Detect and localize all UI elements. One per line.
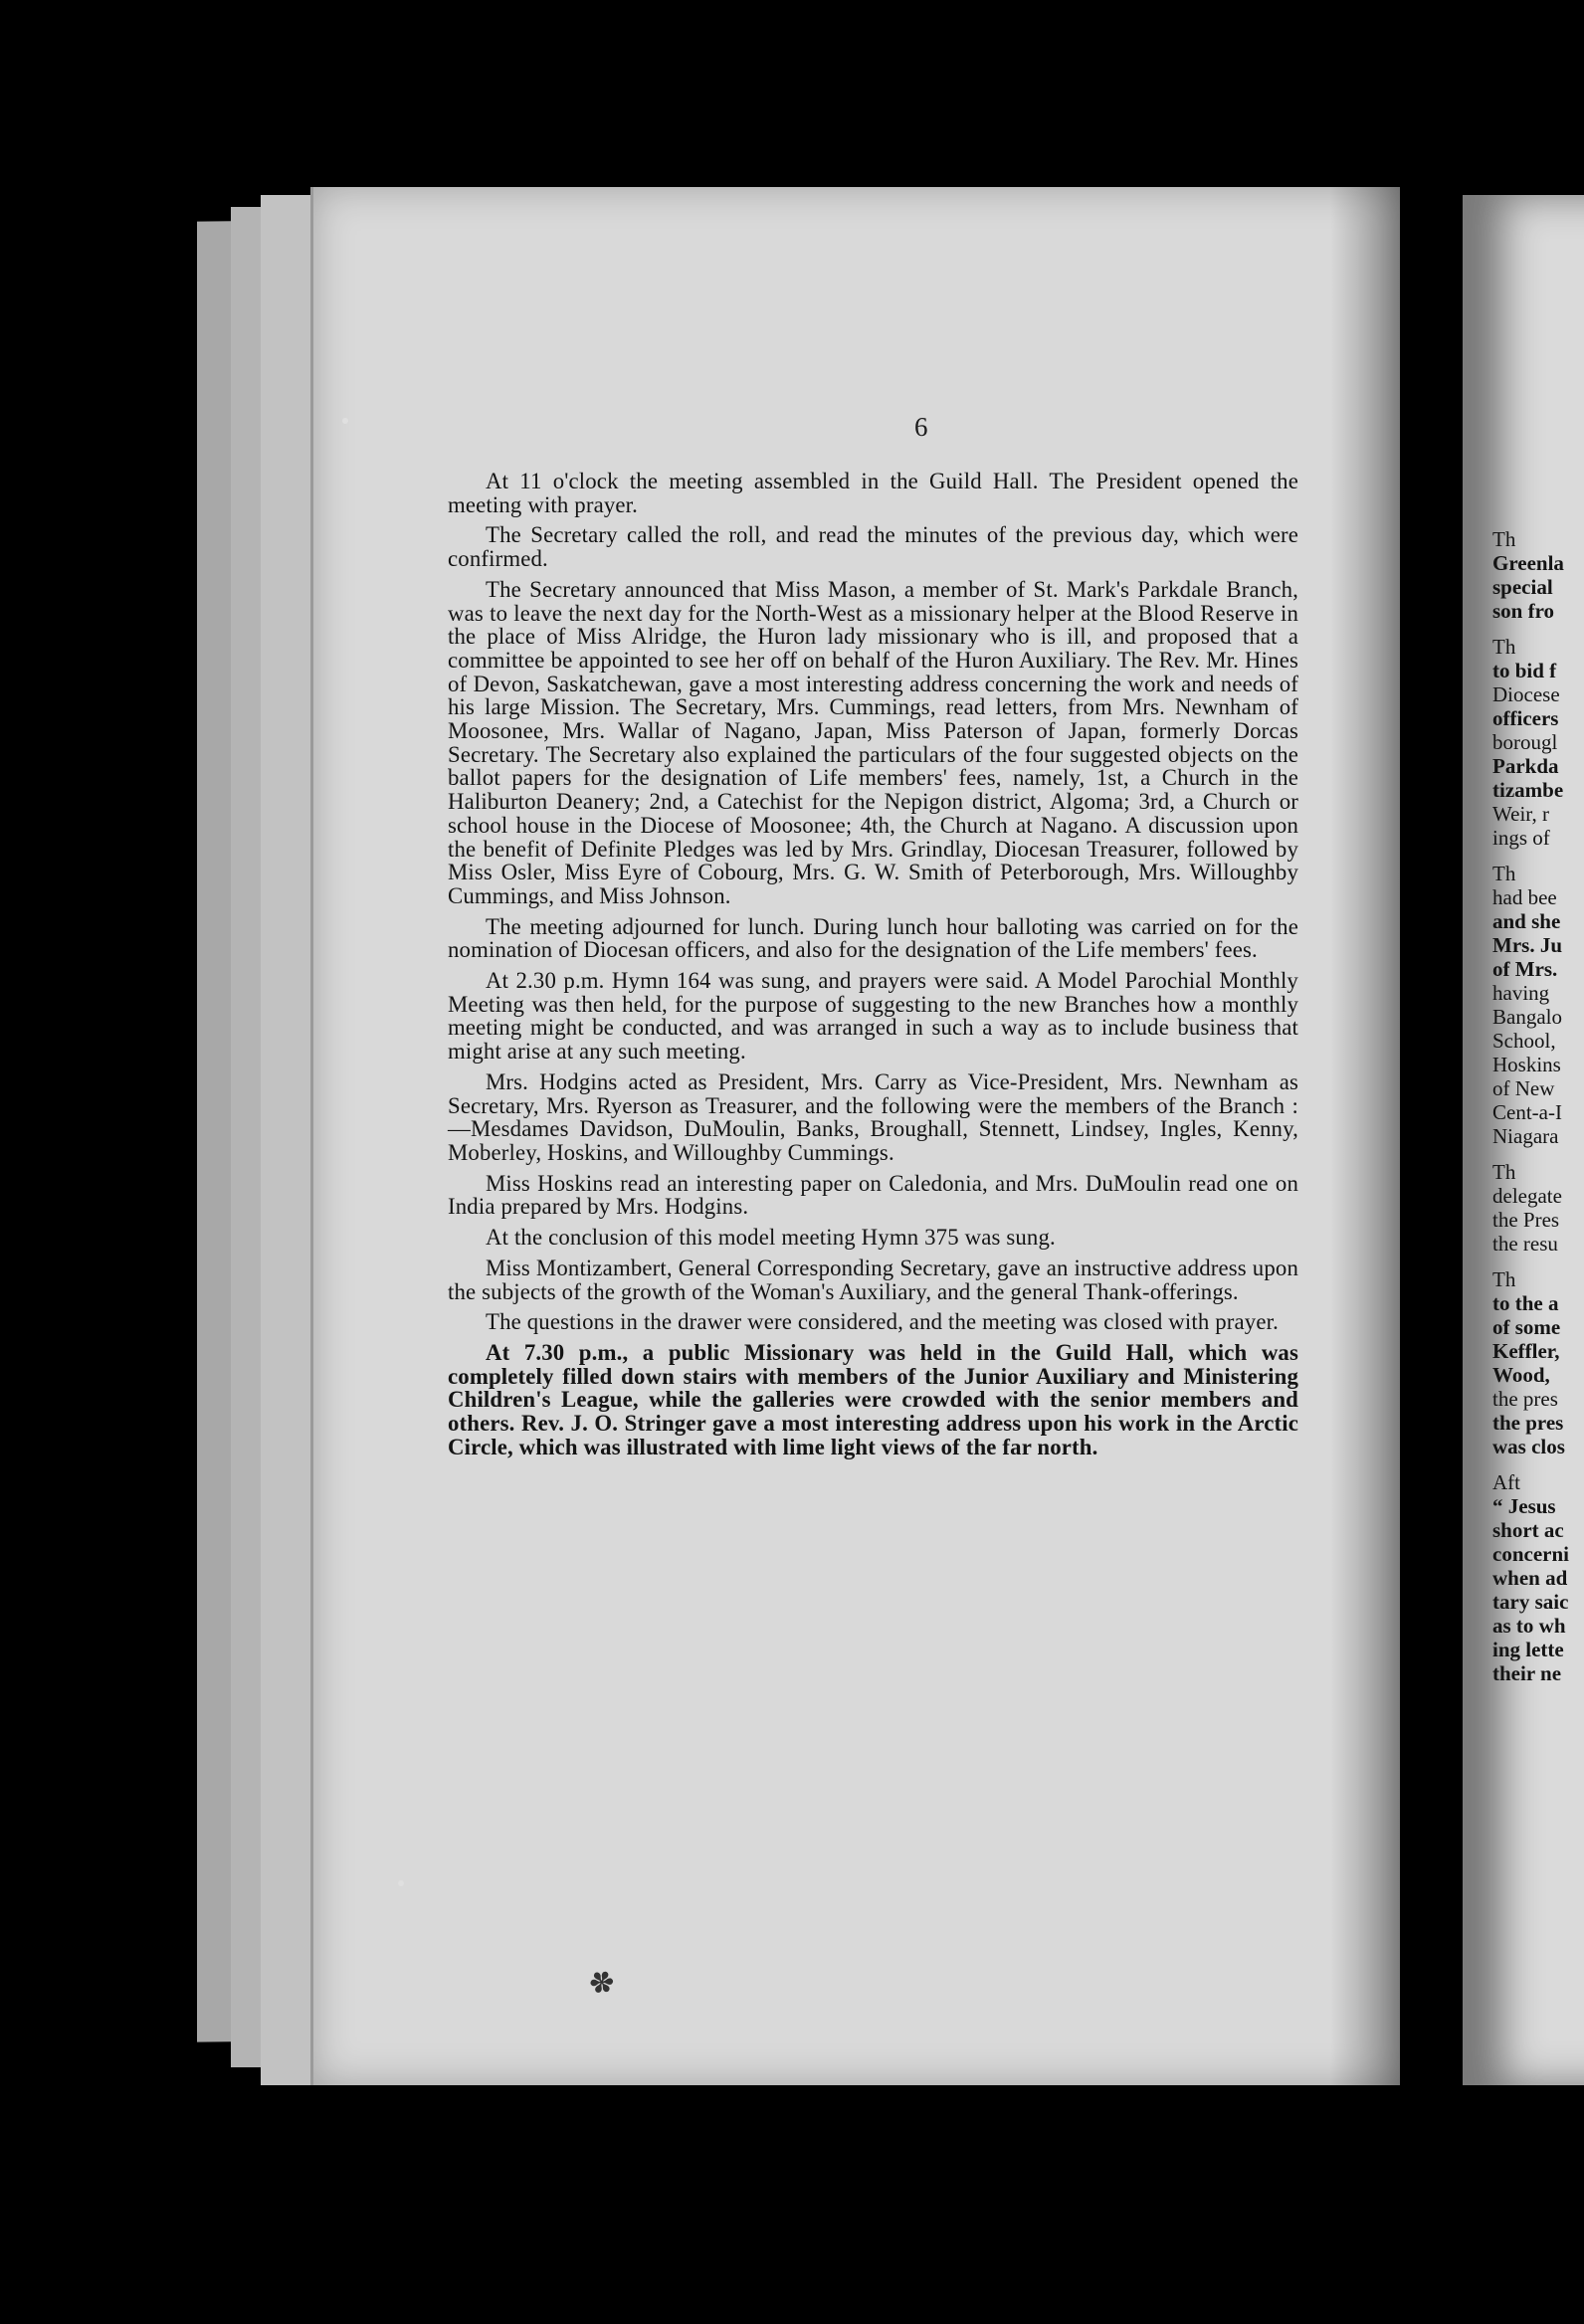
facing-page-line: having xyxy=(1492,981,1550,1005)
facing-page-line: had bee xyxy=(1492,885,1557,909)
facing-page-gap xyxy=(1492,1256,1584,1267)
facing-page-line: ing lette xyxy=(1492,1638,1564,1661)
facing-page-line: Cent-a-I xyxy=(1492,1100,1562,1124)
facing-page-line: Hoskins xyxy=(1492,1053,1561,1076)
facing-page-line: the Pres xyxy=(1492,1208,1560,1232)
facing-page-line: Weir, r xyxy=(1492,802,1549,826)
paragraph: At the conclusion of this model meeting Hymn 375 was sung. xyxy=(486,1225,1056,1251)
paragraph: At 2.30 p.m. Hymn 164 was sung, and prayers were said. A Model Parochial Monthly Meeting was then held, for the purpose of suggesting to the new Branches how a monthly meeting might be conducted, and was arranged in such a way as to include business that might arise at any such meeting. xyxy=(448,968,1298,1065)
facing-page-line: School, xyxy=(1492,1029,1556,1053)
paragraph: At 7.30 p.m., a public Missionary was held in the Guild Hall, which was completely filled down stairs with members of the Junior Auxiliary and Ministering Children's League, while the galleries were crowded with the senior members and others. Rev. J. O. Stringer gave a most interesting address upon his work in the Arctic Circle, which was illustrated with lime light views of the far north. xyxy=(448,1339,1298,1459)
facing-page-line: delegate xyxy=(1492,1184,1562,1208)
facing-page-line: when ad xyxy=(1492,1566,1568,1590)
facing-page-line: Th xyxy=(1492,1160,1516,1184)
paragraph: The Secretary announced that Miss Mason, a member of St. Mark's Parkdale Branch, was to leave the next day for the North-West as a missionary helper at the Blood Reserve in the place of Miss Alridge, the Huron lady missionary who is ill, and proposed that a committee be appointed to see her off on behalf of the Huron Auxiliary. The Rev. Mr. Hines of Devon, Saskatchewan, gave a most interesting address concerning the work and needs of his large Mission. The Secretary, Mrs. Cummings, read letters, from Mrs. Newnham of Moosonee, Mrs. Wallar of Nagano, Japan, Miss Paterson of Japan, formerly Dorcas Secretary. The Secretary also explained the particulars of the four suggested objects on the ballot papers for the designation of Life members' fees, namely, 1st, a Church in the Haliburton Deanery; 2nd, a Catechist for the Nepigon district, Algoma; 3rd, a Church or school house in the Diocese of Moosonee; 4th, the Church at Nagano. A discussion upon the benefit of Definite Pledges was led by Mrs. Grindlay, Diocesan Treasurer, followed by Miss Osler, Miss Eyre of Cobourg, Mrs. G. W. Smith of Peterborough, Mrs. Willoughby Cummings, and Miss Johnson. xyxy=(448,576,1298,908)
facing-page-line: Niagara xyxy=(1492,1124,1559,1148)
facing-page-line: to the a xyxy=(1492,1291,1559,1315)
facing-page-line: the pres xyxy=(1492,1387,1558,1411)
facing-page-line: the pres xyxy=(1492,1411,1564,1435)
facing-page-line: Th xyxy=(1492,635,1516,659)
facing-page-line: ings of xyxy=(1492,826,1550,850)
facing-page-gap xyxy=(1492,623,1584,635)
facing-page-gap xyxy=(1492,850,1584,862)
paragraph: At 11 o'clock the meeting assembled in the Guild Hall. The President opened the meeting with prayer. xyxy=(448,469,1298,517)
facing-page-line: Bangalo xyxy=(1492,1005,1562,1029)
facing-page-line: “ Jesus xyxy=(1492,1494,1556,1518)
paragraph: Miss Montizambert, General Corresponding Secretary, gave an instructive address upon the subjects of the growth of the Woman's Auxiliary, and the general Thank-offerings. xyxy=(448,1255,1298,1304)
facing-page-line: short ac xyxy=(1492,1518,1564,1542)
paragraph: The questions in the drawer were considered, and the meeting was closed with prayer. xyxy=(486,1309,1279,1335)
facing-page-line: tizambe xyxy=(1492,778,1564,802)
facing-page-line: tary saic xyxy=(1492,1590,1569,1614)
facing-page xyxy=(1463,195,1584,2085)
facing-page-gap xyxy=(1492,1148,1584,1160)
scan-speck xyxy=(398,1880,404,1886)
ink-mark-icon: ✽ xyxy=(582,1962,623,2005)
facing-page-line: Th xyxy=(1492,1267,1516,1291)
facing-page-line: borougl xyxy=(1492,730,1558,754)
facing-page-line: son fro xyxy=(1492,599,1555,623)
scan-speck xyxy=(342,418,348,424)
facing-page-line: Keffler, xyxy=(1492,1339,1560,1363)
paragraph: The Secretary called the roll, and read the minutes of the previous day, which were confirmed. xyxy=(448,522,1298,572)
facing-page-line: as to wh xyxy=(1492,1614,1566,1638)
facing-page-line: special xyxy=(1492,575,1553,599)
facing-page-line: was clos xyxy=(1492,1435,1565,1458)
facing-page-line: of some xyxy=(1492,1315,1561,1339)
main-page xyxy=(310,187,1400,2085)
facing-page-line: Aft xyxy=(1492,1470,1520,1494)
facing-page-line: concerni xyxy=(1492,1542,1569,1566)
facing-page-text xyxy=(1492,527,1584,1685)
facing-page-line: Th xyxy=(1492,527,1516,551)
facing-page-line: Wood, xyxy=(1492,1363,1550,1387)
paragraph: The meeting adjourned for lunch. During lunch hour balloting was carried on for the nomination of Diocesan officers, and also for the designation of the Life members' fees. xyxy=(448,913,1298,963)
body-text xyxy=(448,470,1298,1465)
facing-page-line: Greenla xyxy=(1492,551,1564,575)
facing-page-line: of Mrs. xyxy=(1492,957,1558,981)
facing-page-gap xyxy=(1492,1458,1584,1470)
facing-page-line: Mrs. Ju xyxy=(1492,933,1562,957)
facing-page-line: their ne xyxy=(1492,1661,1562,1685)
facing-page-line: Diocese xyxy=(1492,682,1560,706)
paragraph: Miss Hoskins read an interesting paper on Caledonia, and Mrs. DuMoulin read one on India prepared by Mrs. Hodgins. xyxy=(448,1170,1298,1220)
facing-page-line: Parkda xyxy=(1492,754,1559,778)
facing-page-line: of New xyxy=(1492,1076,1555,1100)
facing-page-line: and she xyxy=(1492,909,1561,933)
page-number: 6 xyxy=(914,412,928,442)
facing-page-line: Th xyxy=(1492,862,1516,885)
facing-page-line: the resu xyxy=(1492,1232,1558,1256)
page-gutter-shadow xyxy=(1330,187,1400,2085)
paragraph: Mrs. Hodgins acted as President, Mrs. Carry as Vice-President, Mrs. Newnham as Secretary, Mrs. Ryerson as Treasurer, and the following were the members of the Branch :—Mesdames Davidson, DuMoulin, Banks, Broughall, Stennett, Lindsey, Ingles, Kenny, Moberley, Hoskins, and Willoughby Cummings. xyxy=(448,1068,1298,1165)
facing-page-line: officers xyxy=(1492,706,1559,730)
facing-page-line: to bid f xyxy=(1492,659,1557,682)
